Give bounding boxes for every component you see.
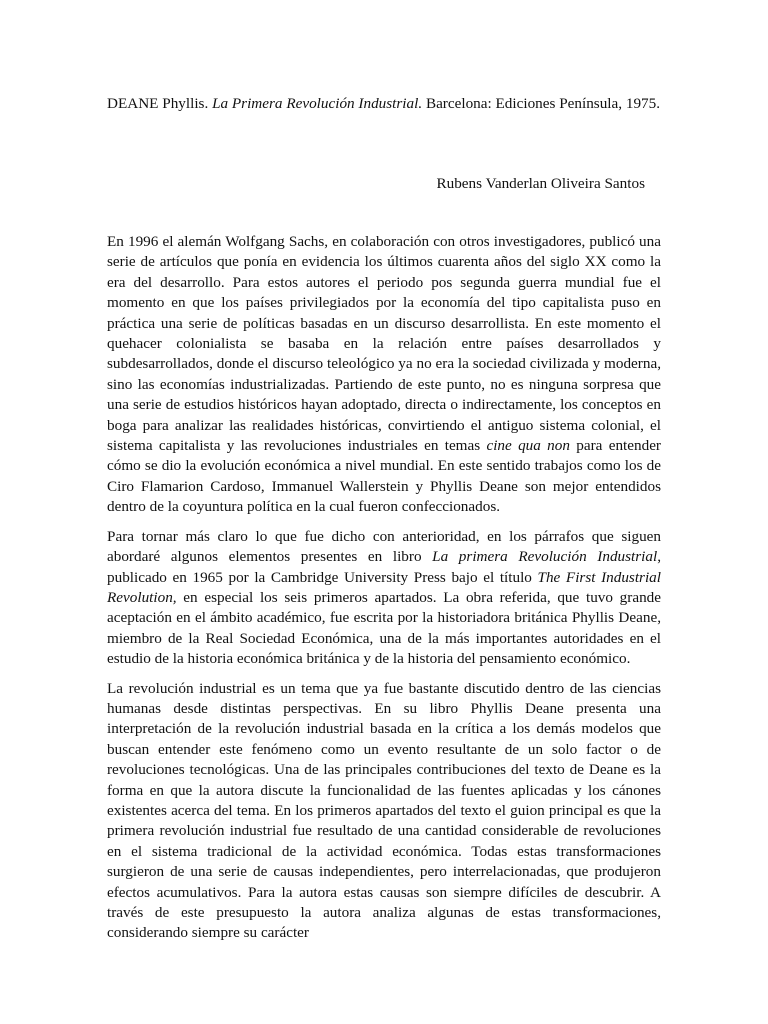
paragraph-2-text-a: Para tornar más claro lo que fue dicho con anterioridad, en los párrafos que siguen abordaré algunos elementos presentes en libro [107,527,661,566]
book-citation [107,94,707,114]
paragraph-1 [107,232,661,518]
citation-publisher: Barcelona: Ediciones Península, 1975. [422,95,661,112]
paragraph-2-text-b: , publicado en 1965 por la Cambridge University Press bajo el título [107,548,661,586]
paragraph-2-text-c: en especial los seis primeros apartados. La obra referida, que tuvo grande aceptación en el ámbito académico, fue escrita por la historiadora británica Phyllis Deane, miembro de la Real Sociedad Económica, una de la más importantes autoridades en el estudio de la historia económica británica y de la historia del pensamiento económico. [107,588,661,668]
paragraph-1-text-b: para entender cómo se dio la evolución económica a nivel mundial. En este sentido trabajos como los de Ciro Flamarion Cardoso, Immanuel Wallerstein y Phyllis Deane son mejor entendidos dentro de la coyuntura política en la cual fueron confeccionados. [107,437,661,516]
paragraph-2-italic-1: La primera Revolución Industrial [432,548,658,566]
paragraph-1-text-a: En 1996 el alemán Wolfgang Sachs, en colaboración con otros investigadores, publicó una serie de artículos que ponía en evidencia los últimos cuarenta años del siglo XX como la era del desarrollo. Para estos autores el periodo pos segunda guerra mundial fue el momento en que los países privilegiados por la economía del tipo capitalista puso en práctica una serie de políticas basadas en un discurso desarrollista. En este momento el quehacer colonialista se basaba en la relación entre países desarrollados y subdesarrollados, donde el discurso teleológico ya no era la sociedad civilizada y moderna, sino las economías industrializadas. Partiendo de este punto, no es ninguna sorpresa que una serie de estudios históricos hayan adoptado, directa o indirectamente, los conceptos en boga para analizar las realidades históricas, convirtiendo el antiguo sistema colonial, el sistema capitalista y las revoluciones industriales en temas [107,233,661,455]
citation-author: DEANE Phyllis. [107,95,213,112]
paragraph-3: La revolución industrial es un tema que ya fue bastante discutido dentro de las ciencias humanas desde distintas perspectivas. En su libro Phyllis Deane presenta una interpretación de la revolución industrial basada en la crítica a los demás modelos que buscan entender este fenómeno como un evento resultante de un solo factor o de revoluciones tecnológicas. Una de las principales contribuciones del texto de Deane es la forma en que la autora discute la funcionalidad de las fuentes aplicadas y los cánones existentes acerca del tema. En los primeros apartados del texto el guion principal es que la primera revolución industrial fue resultado de una cantidad considerable de revoluciones en el sistema tradicional de la actividad económica. Todas estas transformaciones surgieron de una serie de causas independientes, pero interrelacionadas, que produjeron efectos acumulativos. Para la autora estas causas son siempre difíciles de descubrir. A través de este presupuesto la autora analiza algunas de estas transformaciones, considerando siempre su carácter [107,679,661,942]
paragraph-2-italic-2: The First Industrial Revolution, [107,568,661,606]
reviewer-name: Rubens Vanderlan Oliveira Santos [436,175,645,192]
citation-title: La Primera Revolución Industrial. [212,95,423,112]
review-body [107,232,661,944]
paragraph-1-italic: cine qua non [486,437,570,455]
paragraph-2 [107,527,661,670]
